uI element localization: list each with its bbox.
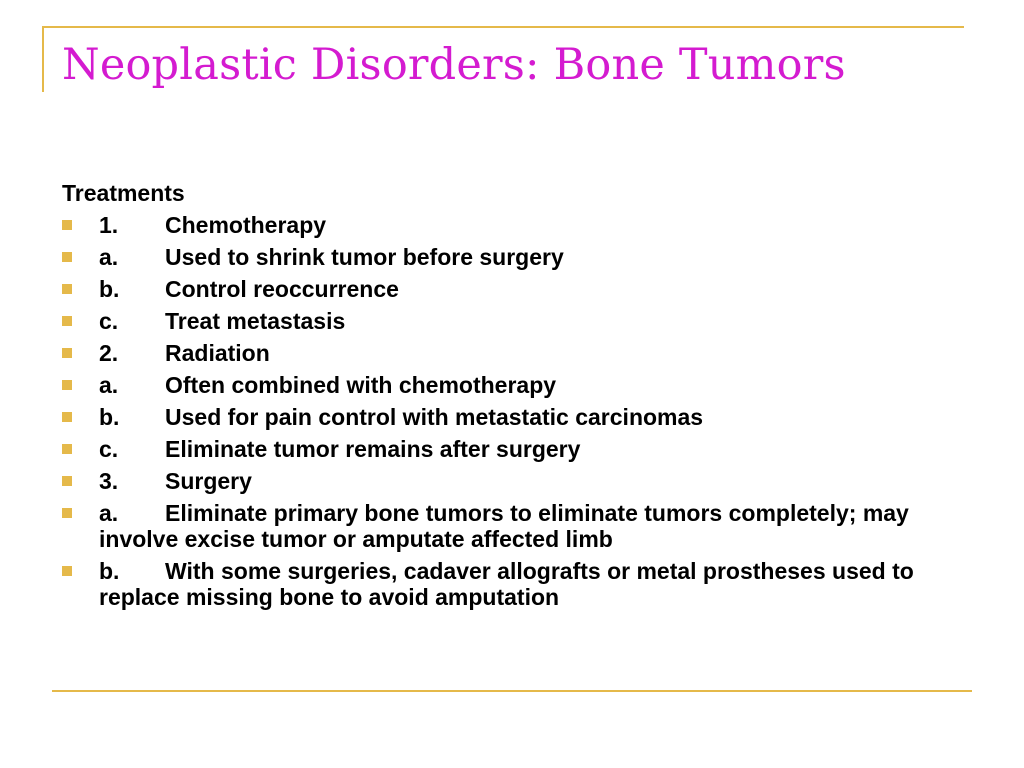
slide-title: Neoplastic Disorders: Bone Tumors bbox=[62, 40, 846, 90]
item-marker: 1. bbox=[99, 212, 119, 238]
slide-content bbox=[62, 180, 962, 616]
item-marker: c. bbox=[99, 308, 119, 334]
item-text: Eliminate primary bone tumors to eliminate tumors completely; may involve excise tumor or amputate affected limb bbox=[99, 500, 909, 552]
section-label: Treatments bbox=[62, 180, 185, 206]
list-item bbox=[62, 276, 962, 302]
square-bullet-icon bbox=[62, 252, 72, 262]
list-item bbox=[62, 372, 962, 398]
square-bullet-icon bbox=[62, 508, 72, 518]
list-item bbox=[62, 340, 962, 366]
square-bullet-icon bbox=[62, 566, 72, 576]
item-text: With some surgeries, cadaver allografts or metal prostheses used to replace missing bone to avoid amputation bbox=[99, 558, 914, 610]
item-text: Often combined with chemotherapy bbox=[165, 372, 557, 398]
item-marker: c. bbox=[99, 436, 119, 462]
list-item bbox=[62, 500, 962, 552]
item-text: Surgery bbox=[165, 468, 252, 494]
item-text: Used for pain control with metastatic carcinomas bbox=[165, 404, 704, 430]
list-item bbox=[62, 212, 962, 238]
item-text: Radiation bbox=[165, 340, 270, 366]
list-item bbox=[62, 244, 962, 270]
item-text: Control reoccurrence bbox=[165, 276, 399, 302]
square-bullet-icon bbox=[62, 220, 72, 230]
item-marker: 2. bbox=[99, 340, 119, 366]
list-item bbox=[62, 436, 962, 462]
item-marker: a. bbox=[99, 244, 119, 270]
list-item bbox=[62, 468, 962, 494]
square-bullet-icon bbox=[62, 412, 72, 422]
item-text: Used to shrink tumor before surgery bbox=[165, 244, 564, 270]
square-bullet-icon bbox=[62, 348, 72, 358]
item-marker: b. bbox=[99, 404, 120, 430]
bottom-rule bbox=[52, 690, 972, 692]
square-bullet-icon bbox=[62, 476, 72, 486]
item-marker: a. bbox=[99, 500, 119, 526]
item-marker: b. bbox=[99, 558, 120, 584]
list-item bbox=[62, 308, 962, 334]
square-bullet-icon bbox=[62, 380, 72, 390]
item-text: Treat metastasis bbox=[165, 308, 346, 334]
square-bullet-icon bbox=[62, 316, 72, 326]
bullet-list bbox=[62, 212, 962, 610]
list-item bbox=[62, 558, 962, 610]
item-marker: a. bbox=[99, 372, 119, 398]
item-text: Chemotherapy bbox=[165, 212, 327, 238]
item-text: Eliminate tumor remains after surgery bbox=[165, 436, 581, 462]
top-rule-vertical bbox=[42, 26, 44, 92]
top-rule-horizontal bbox=[42, 26, 964, 28]
square-bullet-icon bbox=[62, 444, 72, 454]
list-item bbox=[62, 404, 962, 430]
item-marker: 3. bbox=[99, 468, 119, 494]
item-marker: b. bbox=[99, 276, 120, 302]
square-bullet-icon bbox=[62, 284, 72, 294]
